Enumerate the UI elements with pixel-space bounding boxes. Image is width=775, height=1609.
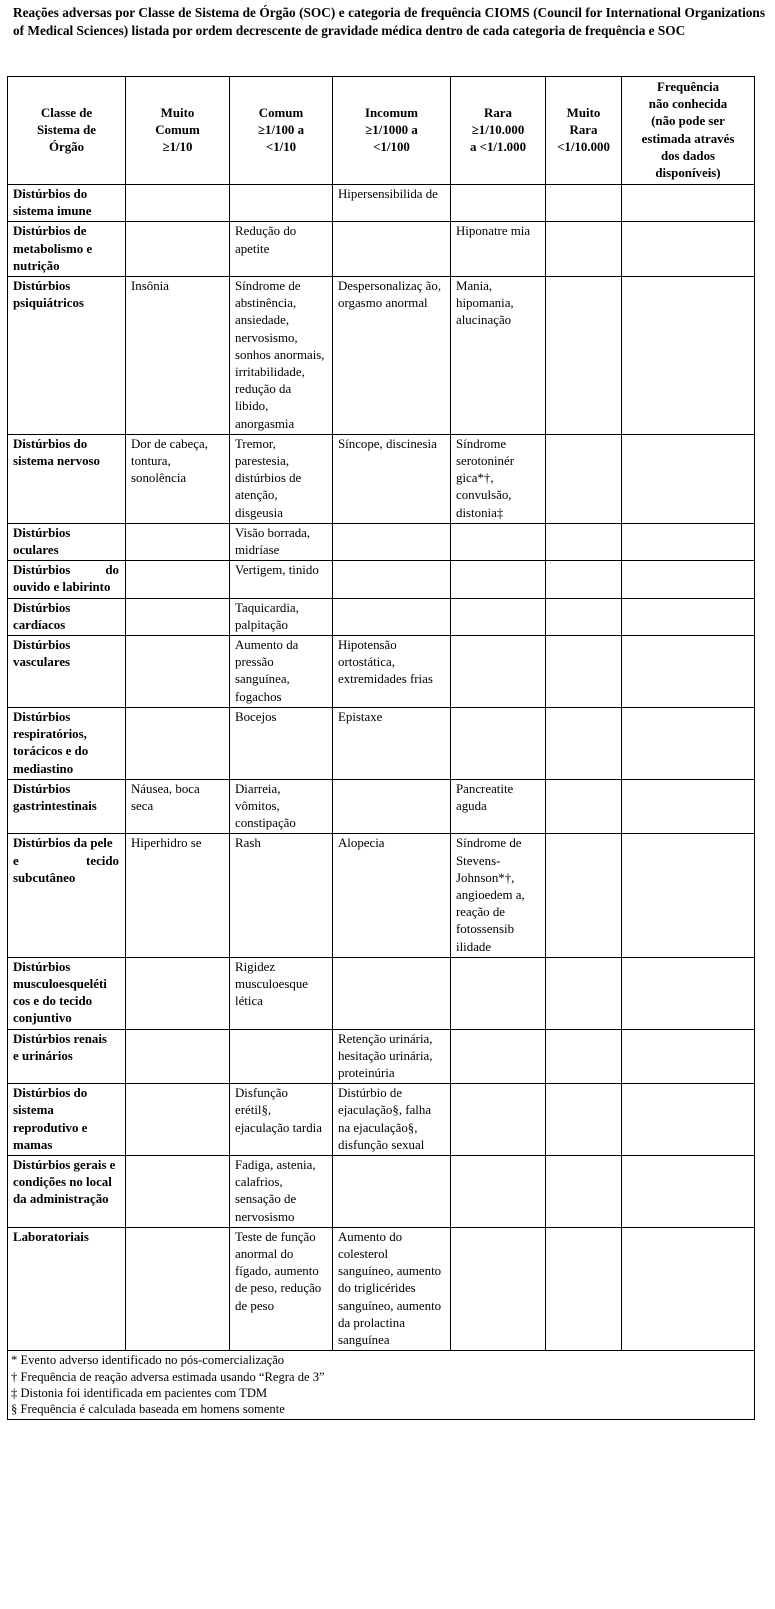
comum-cell: Rigidez musculoesque lética <box>230 957 333 1029</box>
footnote: † Frequência de reação adversa estimada usando “Regra de 3” <box>11 1369 325 1384</box>
rara-cell <box>451 1155 546 1227</box>
nao-conhecida-cell <box>622 523 755 560</box>
muito-comum-cell <box>126 1227 230 1350</box>
muito-comum-cell <box>126 598 230 635</box>
table-row <box>8 277 755 435</box>
header-nao-conhecida: Frequência não conhecida (não pode ser estimada através dos dados disponíveis) <box>622 77 755 185</box>
soc-cell: Distúrbios gastrintestinais <box>8 779 126 834</box>
table-row <box>8 834 755 957</box>
incomum-cell: Distúrbio de ejaculação§, falha na ejaculação§, disfunção sexual <box>333 1084 451 1156</box>
muito-rara-cell <box>546 707 622 779</box>
nao-conhecida-cell <box>622 957 755 1029</box>
table-row <box>8 779 755 834</box>
muito-comum-cell <box>126 707 230 779</box>
incomum-cell <box>333 1155 451 1227</box>
footnotes-cell <box>8 1351 755 1420</box>
nao-conhecida-cell <box>622 277 755 435</box>
footnote: * Evento adverso identificado no pós-comercialização <box>11 1353 285 1368</box>
muito-rara-cell <box>546 598 622 635</box>
footnotes-row <box>8 1351 755 1420</box>
muito-comum-cell <box>126 636 230 708</box>
table-header-row <box>8 77 755 185</box>
soc-cell: Distúrbios do sistema reprodutivo e mamas <box>8 1084 126 1156</box>
muito-comum-cell <box>126 1029 230 1084</box>
adverse-reactions-table <box>7 76 755 1420</box>
muito-rara-cell <box>546 222 622 277</box>
header-muito-comum: Muito Comum ≥1/10 <box>126 77 230 185</box>
table-caption: Reações adversas por Classe de Sistema de Órgão (SOC) e categoria de frequência CIOMS (Council for International Organizations of Medical Sciences) listada por ordem decrescente de gravidade médica dentro de cada categoria de frequência e SOC <box>13 5 765 38</box>
comum-cell: Diarreia, vômitos, constipação <box>230 779 333 834</box>
muito-comum-cell <box>126 185 230 222</box>
comum-cell: Fadiga, astenia, calafrios, sensação de nervosismo <box>230 1155 333 1227</box>
soc-cell: Distúrbios psiquiátricos <box>8 277 126 435</box>
incomum-cell: Hipersensibilida de <box>333 185 451 222</box>
table-row <box>8 598 755 635</box>
muito-rara-cell <box>546 277 622 435</box>
header-incomum: Incomum ≥1/1000 a <1/100 <box>333 77 451 185</box>
nao-conhecida-cell <box>622 1029 755 1084</box>
comum-cell: Visão borrada, midríase <box>230 523 333 560</box>
table-row <box>8 185 755 222</box>
nao-conhecida-cell <box>622 636 755 708</box>
muito-comum-cell <box>126 1084 230 1156</box>
soc-cell: Laboratoriais <box>8 1227 126 1350</box>
table-row <box>8 1227 755 1350</box>
muito-rara-cell <box>546 1227 622 1350</box>
rara-cell: Pancreatite aguda <box>451 779 546 834</box>
rara-cell <box>451 523 546 560</box>
nao-conhecida-cell <box>622 598 755 635</box>
muito-comum-cell <box>126 957 230 1029</box>
soc-cell: Distúrbios do ouvido e labirinto <box>8 561 126 598</box>
soc-cell: Distúrbios do sistema imune <box>8 185 126 222</box>
soc-cell: Distúrbios do sistema nervoso <box>8 434 126 523</box>
rara-cell: Síndrome de Stevens-Johnson*†, angioedem a, reação de fotossensib ilidade <box>451 834 546 957</box>
soc-cell: Distúrbios respiratórios, torácicos e do mediastino <box>8 707 126 779</box>
comum-cell: Teste de função anormal do fígado, aumento de peso, redução de peso <box>230 1227 333 1350</box>
rara-cell <box>451 707 546 779</box>
header-comum: Comum ≥1/100 a <1/10 <box>230 77 333 185</box>
soc-cell: Distúrbios cardíacos <box>8 598 126 635</box>
soc-cell: Distúrbios renais e urinários <box>8 1029 126 1084</box>
incomum-cell <box>333 222 451 277</box>
muito-rara-cell <box>546 636 622 708</box>
incomum-cell: Epistaxe <box>333 707 451 779</box>
comum-cell <box>230 185 333 222</box>
incomum-cell: Síncope, discinesia <box>333 434 451 523</box>
rara-cell <box>451 185 546 222</box>
muito-rara-cell <box>546 779 622 834</box>
comum-cell <box>230 1029 333 1084</box>
table-row <box>8 1029 755 1084</box>
table-row <box>8 434 755 523</box>
nao-conhecida-cell <box>622 561 755 598</box>
muito-comum-cell <box>126 561 230 598</box>
nao-conhecida-cell <box>622 1155 755 1227</box>
rara-cell <box>451 1227 546 1350</box>
header-soc: Classe de Sistema de Órgão <box>8 77 126 185</box>
nao-conhecida-cell <box>622 779 755 834</box>
nao-conhecida-cell <box>622 707 755 779</box>
incomum-cell <box>333 779 451 834</box>
table-row <box>8 523 755 560</box>
incomum-cell: Hipotensão ortostática, extremidades frias <box>333 636 451 708</box>
comum-cell: Redução do apetite <box>230 222 333 277</box>
incomum-cell <box>333 957 451 1029</box>
nao-conhecida-cell <box>622 1227 755 1350</box>
incomum-cell: Aumento do colesterol sanguíneo, aumento do triglicérides sanguíneo, aumento da prolactina sanguínea <box>333 1227 451 1350</box>
table-row <box>8 1084 755 1156</box>
table-row <box>8 222 755 277</box>
footnote: ‡ Distonia foi identificada em pacientes com TDM <box>11 1386 268 1401</box>
soc-cell: Distúrbios musculoesqueléti cos e do tecido conjuntivo <box>8 957 126 1029</box>
comum-cell: Disfunção erétil§, ejaculação tardia <box>230 1084 333 1156</box>
incomum-cell <box>333 523 451 560</box>
incomum-cell: Retenção urinária, hesitação urinária, proteinúria <box>333 1029 451 1084</box>
rara-cell <box>451 598 546 635</box>
muito-comum-cell <box>126 1155 230 1227</box>
comum-cell: Rash <box>230 834 333 957</box>
table-row <box>8 636 755 708</box>
muito-rara-cell <box>546 561 622 598</box>
incomum-cell: Despersonalizaç ão, orgasmo anormal <box>333 277 451 435</box>
muito-comum-cell: Hiperhidro se <box>126 834 230 957</box>
nao-conhecida-cell <box>622 434 755 523</box>
header-rara: Rara ≥1/10.000 a <1/1.000 <box>451 77 546 185</box>
nao-conhecida-cell <box>622 1084 755 1156</box>
nao-conhecida-cell <box>622 185 755 222</box>
soc-cell: Distúrbios vasculares <box>8 636 126 708</box>
muito-rara-cell <box>546 957 622 1029</box>
incomum-cell <box>333 561 451 598</box>
rara-cell <box>451 636 546 708</box>
table-row <box>8 957 755 1029</box>
rara-cell: Hiponatre mia <box>451 222 546 277</box>
soc-cell: Distúrbios gerais e condições no local da administração <box>8 1155 126 1227</box>
comum-cell: Taquicardia, palpitação <box>230 598 333 635</box>
soc-cell: Distúrbios da pele e tecido subcutâneo <box>8 834 126 957</box>
muito-comum-cell <box>126 523 230 560</box>
comum-cell: Tremor, parestesia, distúrbios de atenção, disgeusia <box>230 434 333 523</box>
muito-comum-cell: Dor de cabeça, tontura, sonolência <box>126 434 230 523</box>
rara-cell: Síndrome serotoninér gica*†, convulsão, distonia‡ <box>451 434 546 523</box>
incomum-cell: Alopecia <box>333 834 451 957</box>
incomum-cell <box>333 598 451 635</box>
rara-cell <box>451 561 546 598</box>
footnote: § Frequência é calculada baseada em homens somente <box>11 1402 285 1417</box>
muito-rara-cell <box>546 434 622 523</box>
table-row <box>8 707 755 779</box>
soc-cell: Distúrbios oculares <box>8 523 126 560</box>
muito-rara-cell <box>546 1155 622 1227</box>
muito-rara-cell <box>546 185 622 222</box>
muito-rara-cell <box>546 834 622 957</box>
comum-cell: Aumento da pressão sanguínea, fogachos <box>230 636 333 708</box>
rara-cell <box>451 957 546 1029</box>
muito-comum-cell: Insônia <box>126 277 230 435</box>
muito-rara-cell <box>546 1084 622 1156</box>
nao-conhecida-cell <box>622 834 755 957</box>
muito-comum-cell <box>126 222 230 277</box>
muito-rara-cell <box>546 1029 622 1084</box>
muito-comum-cell: Náusea, boca seca <box>126 779 230 834</box>
muito-rara-cell <box>546 523 622 560</box>
soc-cell: Distúrbios de metabolismo e nutrição <box>8 222 126 277</box>
comum-cell: Vertigem, tinido <box>230 561 333 598</box>
comum-cell: Síndrome de abstinência, ansiedade, nervosismo, sonhos anormais, irritabilidade, redução da libido, anorgasmia <box>230 277 333 435</box>
comum-cell: Bocejos <box>230 707 333 779</box>
header-muito-rara: Muito Rara <1/10.000 <box>546 77 622 185</box>
rara-cell: Mania, hipomania, alucinação <box>451 277 546 435</box>
table-row <box>8 1155 755 1227</box>
table-row <box>8 561 755 598</box>
rara-cell <box>451 1029 546 1084</box>
nao-conhecida-cell <box>622 222 755 277</box>
rara-cell <box>451 1084 546 1156</box>
